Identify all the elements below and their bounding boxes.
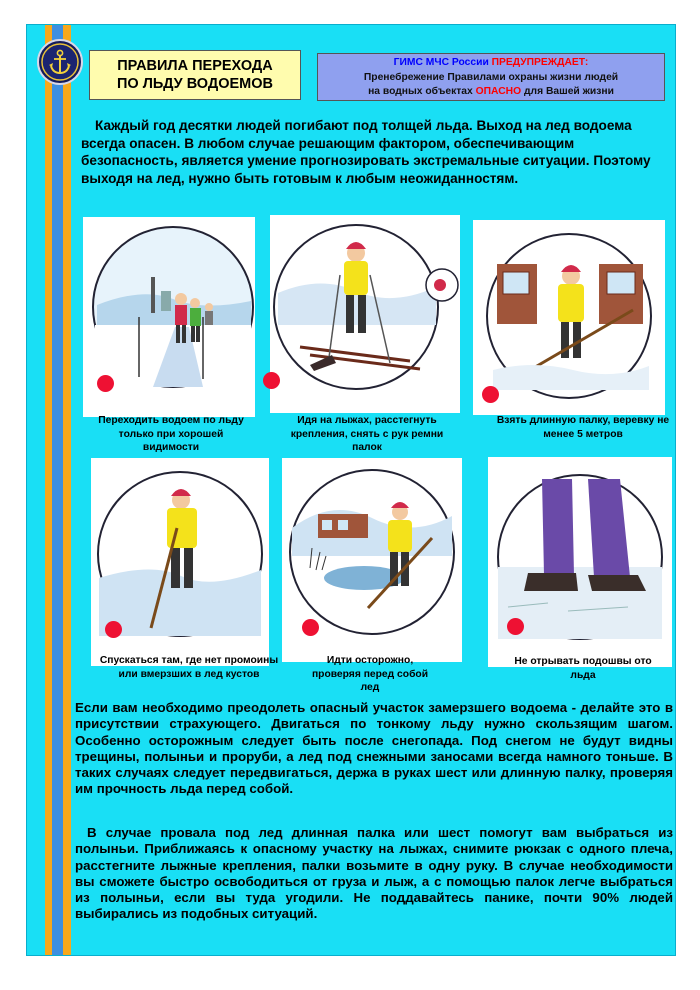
marker-dot-3 (482, 386, 499, 403)
marker-dot-6 (507, 618, 524, 635)
decor-stripe-blue (52, 25, 63, 955)
warning-line-3 (318, 85, 664, 100)
warning-box (317, 53, 665, 101)
page-title (89, 50, 301, 100)
page-title-text: ПРАВИЛА ПЕРЕХОДА ПО ЛЬДУ ВОДОЕМОВ (117, 58, 273, 92)
decor-stripe-orange (63, 25, 71, 955)
rule-caption-6: Не отрывать подошвы ото льда (514, 656, 652, 681)
anchor-emblem-icon (37, 39, 83, 85)
marker-dot-1 (97, 375, 114, 392)
intro-paragraph: Каждый год десятки людей погибают под толщей льда. Выход на лед водоема всегда опасен. В любом случае решающим фактором, обеспечивающим безопасность, является умение прогнозировать экстремальные ситуации. Поэтому выходя на лед, нужно быть готовым к любым неожиданностям. (81, 118, 651, 186)
illustration-feet-on-ice (488, 457, 672, 667)
rule-caption-5: Идти осторожно, проверяя перед собой лед (311, 655, 429, 693)
warning-line-2: Пренебрежение Правилами охраны жизни людей (363, 71, 619, 83)
illustration-long-stick (473, 220, 665, 415)
rule-caption-2: Идя на лыжах, расстегнуть крепления, снять с рук ремни палок (290, 415, 444, 453)
body-paragraph-1: Если вам необходимо преодолеть опасный участок замерзшего водоема - делайте это в присутствии страхующего. Двигаться по тонкому льду нужно скользящим шагом. Особенно осторожным следует быть после снегопада. Под снегом не будут видны трещины, полыньи и проруби, а лед под снежными заносами всегда намного тоньше. В таких случаях следует передвигаться, держа в руках шест или длинную палку, проверяя им прочность льда перед собой. (75, 700, 673, 797)
poster (26, 24, 676, 956)
rule-caption-1: Переходить водоем по льду только при хорошей видимости (98, 415, 244, 453)
marker-dot-2 (263, 372, 280, 389)
warning-org: ГИМС МЧС России (393, 57, 489, 68)
body-paragraph-2: В случае провала под лед длинная палка или шест помогут вам выбраться из полыньи. Приближаясь к опасному участку на лыжах, снимите рюкзак с одного плеча, расстегните лыжные крепления, палки возьмите в одну руку. В случае необходимости вы сможете быстро освободиться от груза и лыж, а с помощью палок легче выбраться из полыньи, если вы туда угодили. Не поддавайтесь панике, почти 90% людей выбирались из подобных ситуаций. (75, 825, 673, 922)
rule-caption-4: Спускаться там, где нет промоины или вмерзших в лед кустов (99, 655, 279, 680)
warning-line-3-end: для Вашей жизни (524, 86, 614, 97)
warning-danger: ОПАСНО (475, 86, 522, 97)
warning-line-1 (318, 56, 664, 71)
illustration-skier (270, 215, 460, 413)
warning-line-3-start: на водных объектах (368, 86, 473, 97)
marker-dot-5 (302, 619, 319, 636)
marker-dot-4 (105, 621, 122, 638)
rule-caption-3: Взять длинную палку, веревку не менее 5 метров (496, 415, 670, 440)
warning-verb: ПРЕДУПРЕЖДАЕТ: (491, 57, 589, 68)
decor-stripe-orange (45, 25, 52, 955)
